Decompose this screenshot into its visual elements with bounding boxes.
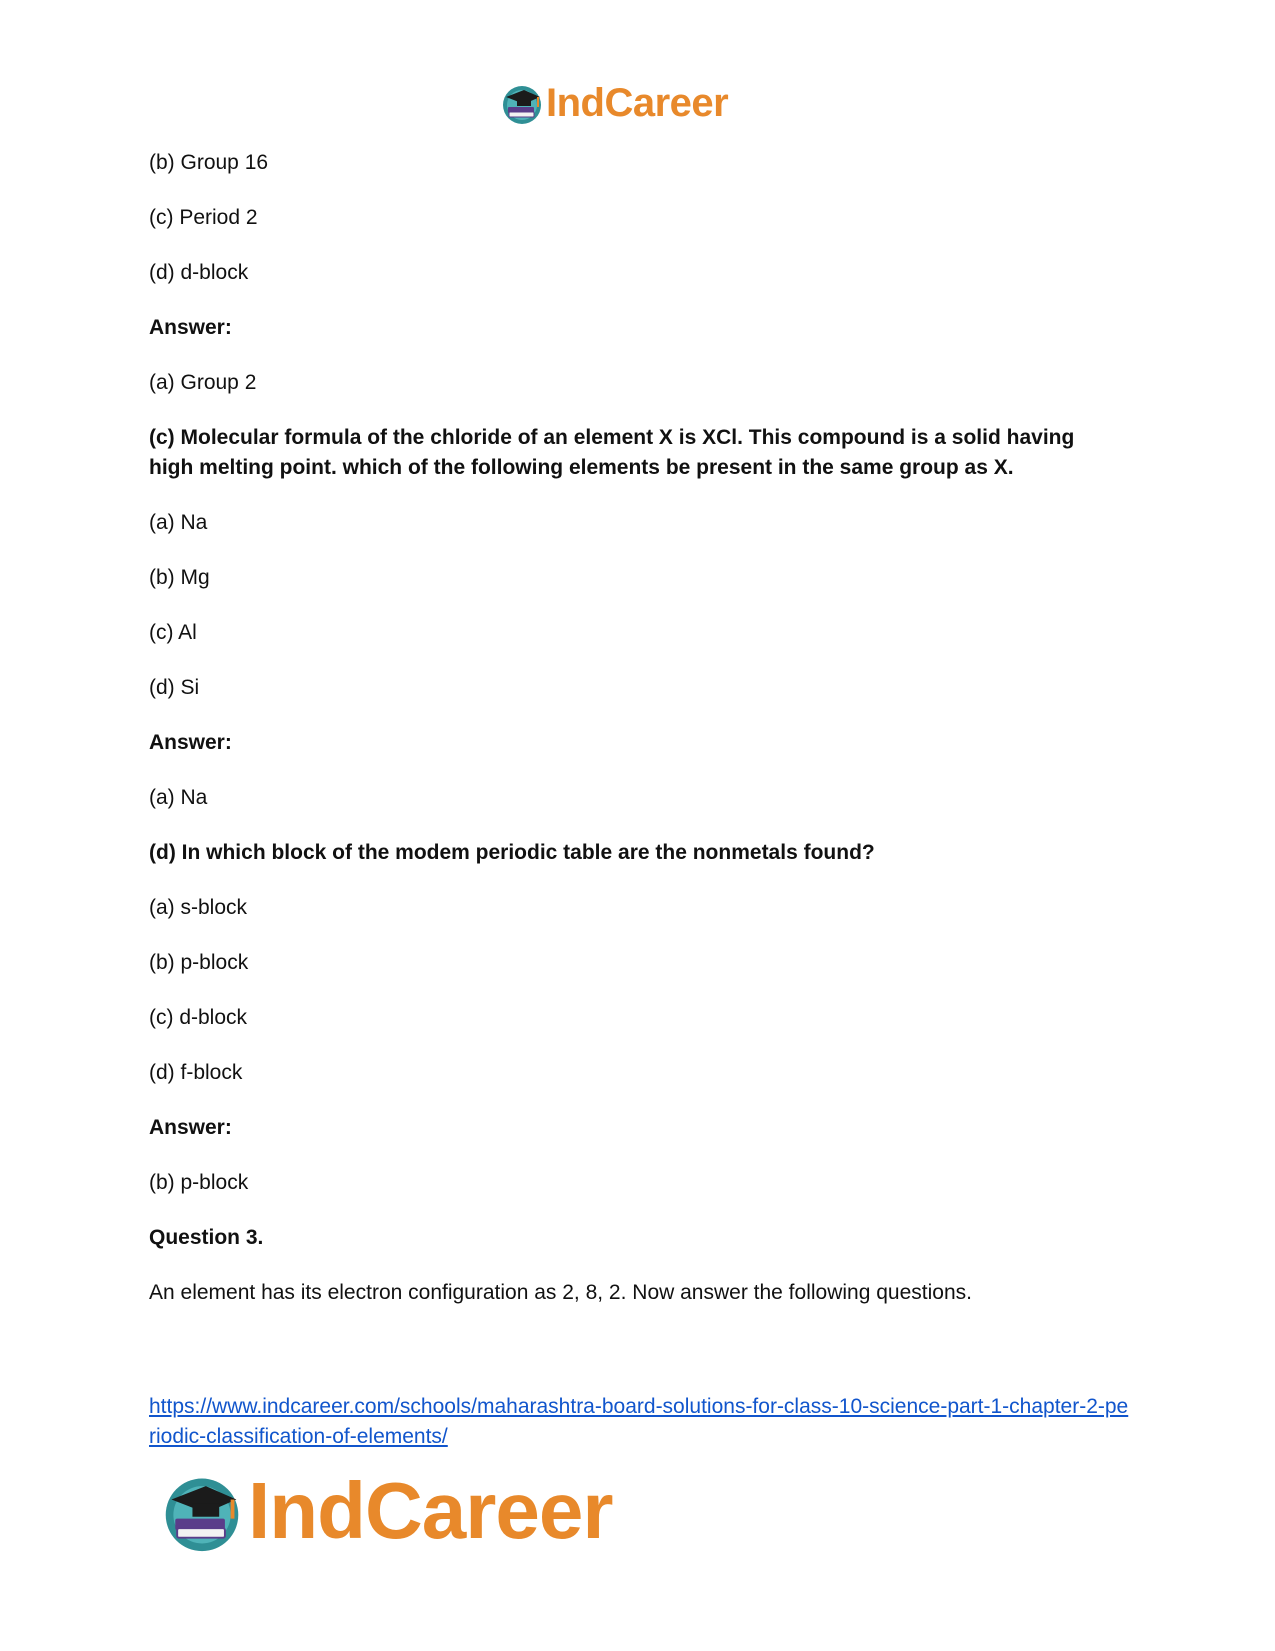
text-line: (d) d-block (149, 261, 249, 284)
text-line: (c) d-block (149, 1006, 248, 1029)
bold-text-line: (c) Molecular formula of the chloride of an element X is XCl. This compound is a solid having high melting point. which of the following elements be present in the same group as X. (149, 426, 1075, 479)
source-link[interactable]: https://www.indcareer.com/schools/maharashtra-board-solutions-for-class-10-science-part-1-chapter-2-periodic-classification-of-elements/ (149, 1395, 1129, 1448)
text-line: (b) p-block (149, 1171, 249, 1194)
text-line: An element has its electron configuration as 2, 8, 2. Now answer the following questions. (149, 1281, 972, 1304)
bold-text-line: Question 3. (149, 1226, 264, 1249)
logo-text: IndCareer (248, 1466, 613, 1555)
bold-text-line: Answer: (149, 731, 232, 754)
text-line: (b) p-block (149, 951, 249, 974)
logo-emblem-icon (500, 81, 544, 125)
header-logo (500, 80, 728, 126)
bold-text-line: Answer: (149, 316, 232, 339)
footer-logo (160, 1468, 612, 1554)
bold-text-line: (d) In which block of the modem periodic table are the nonmetals found? (149, 841, 875, 864)
text-line: (b) Group 16 (149, 151, 269, 174)
text-line: (b) Mg (149, 566, 210, 589)
logo-text: IndCareer (546, 81, 729, 125)
text-line: (a) Na (149, 511, 208, 534)
document-body (149, 148, 1124, 1333)
text-line: (d) f-block (149, 1061, 243, 1084)
text-line: (a) s-block (149, 896, 248, 919)
text-line: (c) Period 2 (149, 206, 258, 229)
bold-text-line: Answer: (149, 1116, 232, 1139)
text-line: (c) Al (149, 621, 197, 644)
text-line: (d) Si (149, 676, 200, 699)
text-line: (a) Na (149, 786, 208, 809)
logo-emblem-icon (160, 1469, 244, 1553)
text-line: (a) Group 2 (149, 371, 257, 394)
